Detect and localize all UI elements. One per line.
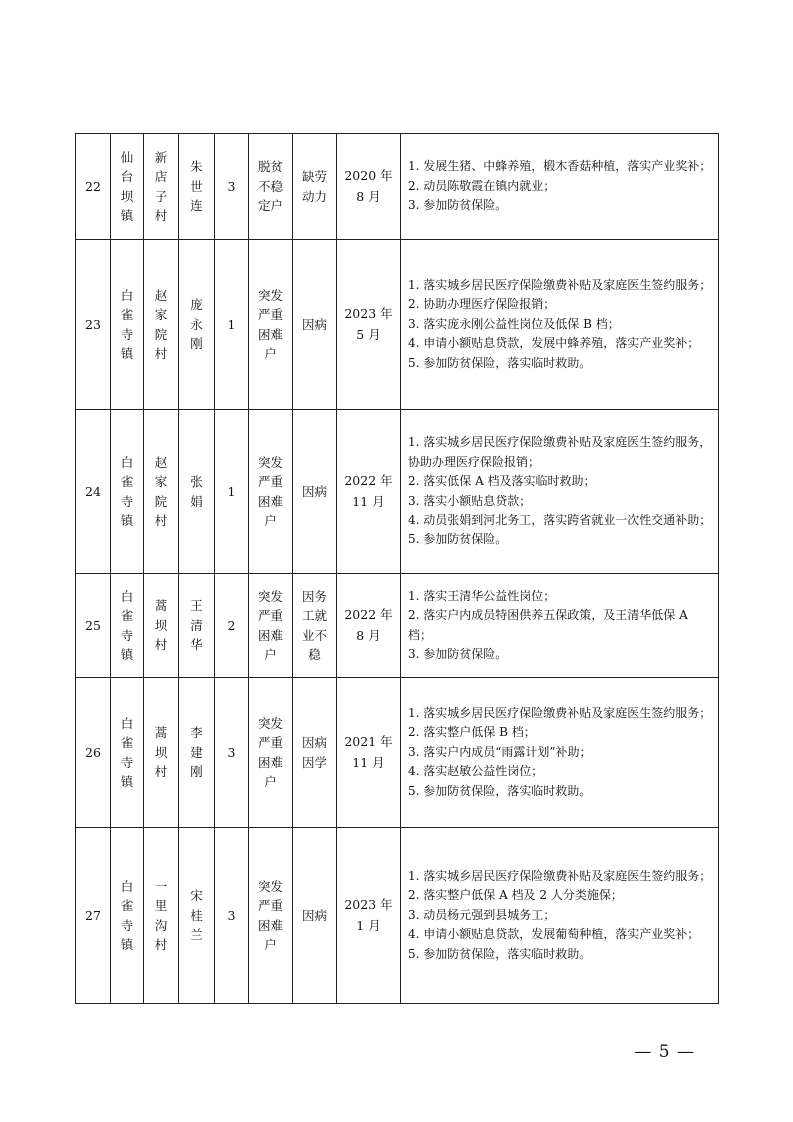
- cell-count: 1: [215, 240, 249, 410]
- measure-line: 1. 发展生猪、中蜂养殖，椴木香菇种植，落实产业奖补；: [408, 159, 712, 174]
- measure-line: 3. 落实小额贴息贷款；: [408, 493, 532, 508]
- cell-town: 仙台坝镇: [111, 134, 144, 240]
- cell-name: 张娟: [179, 410, 215, 574]
- measure-line: 3. 动员杨元强到县城务工；: [408, 907, 556, 922]
- table-row: [76, 240, 719, 410]
- measure-line: 3. 参加防贫保险。: [408, 198, 508, 213]
- measure-line: 5. 参加防贫保险，落实临时救助。: [408, 946, 592, 961]
- table-row: [76, 574, 719, 678]
- cell-village: 一里沟村: [144, 828, 179, 1004]
- cell-name: 李建刚: [179, 678, 215, 828]
- measure-line: 2. 协助办理医疗保险报销；: [408, 297, 556, 312]
- cell-name: 王清华: [179, 574, 215, 678]
- cell-no: 26: [76, 678, 111, 828]
- measure-line: 2. 落实低保 A 档及落实临时救助；: [408, 474, 596, 489]
- cell-date: 2021 年 11 月: [337, 678, 401, 828]
- cell-risk: 因病因学: [293, 678, 337, 828]
- cell-name: 朱世连: [179, 134, 215, 240]
- cell-risk: 缺劳动力: [293, 134, 337, 240]
- cell-town: 白雀寺镇: [111, 240, 144, 410]
- cell-type: 突发严重困难户: [249, 574, 293, 678]
- cell-no: 23: [76, 240, 111, 410]
- cell-town: 白雀寺镇: [111, 828, 144, 1004]
- measure-line: 5. 参加防贫保险。: [408, 532, 508, 547]
- cell-no: 24: [76, 410, 111, 574]
- cell-village: 赵家院村: [144, 410, 179, 574]
- cell-town: 白雀寺镇: [111, 410, 144, 574]
- cell-count: 3: [215, 134, 249, 240]
- measure-line: 1. 落实王清华公益性岗位；: [408, 588, 556, 603]
- cell-date: 2022 年 8 月: [337, 574, 401, 678]
- cell-measures: [401, 134, 719, 240]
- cell-type: 突发严重困难户: [249, 410, 293, 574]
- page-number: — 5 —: [634, 1042, 695, 1062]
- measure-line: 2. 落实整户低保 A 档及 2 人分类施保；: [408, 888, 623, 903]
- cell-date: 2023 年 1 月: [337, 828, 401, 1004]
- cell-village: 蒿坝村: [144, 574, 179, 678]
- cell-count: 3: [215, 678, 249, 828]
- cell-town: 白雀寺镇: [111, 678, 144, 828]
- cell-date: 2023 年 5 月: [337, 240, 401, 410]
- cell-risk: 因病: [293, 410, 337, 574]
- measure-line: 3. 参加防贫保险。: [408, 646, 508, 661]
- cell-measures: [401, 240, 719, 410]
- cell-name: 庞永刚: [179, 240, 215, 410]
- cell-village: 新店子村: [144, 134, 179, 240]
- cell-name: 宋桂兰: [179, 828, 215, 1004]
- table-row: [76, 678, 719, 828]
- cell-risk: 因病: [293, 828, 337, 1004]
- measure-line: 1. 落实城乡居民医疗保险缴费补贴及家庭医生签约服务；: [408, 868, 712, 883]
- cell-measures: [401, 410, 719, 574]
- measure-line: 5. 参加防贫保险，落实临时救助。: [408, 355, 592, 370]
- measure-line: 5. 参加防贫保险，落实临时救助。: [408, 783, 592, 798]
- measure-line: 3. 落实庞永刚公益性岗位及低保 B 档；: [408, 316, 620, 331]
- measure-line: 2. 动员陈敬霞在镇内就业；: [408, 178, 556, 193]
- cell-count: 1: [215, 410, 249, 574]
- cell-risk: 因病: [293, 240, 337, 410]
- cell-date: 2022 年 11 月: [337, 410, 401, 574]
- cell-count: 2: [215, 574, 249, 678]
- measure-line: 2. 落实户内成员特困供养五保政策，及王清华低保 A 档；: [408, 608, 688, 642]
- cell-type: 突发严重困难户: [249, 678, 293, 828]
- measure-line: 4. 动员张娟到河北务工，落实跨省就业一次性交通补助；: [408, 512, 712, 527]
- cell-type: 突发严重困难户: [249, 828, 293, 1004]
- table-row: [76, 134, 719, 240]
- table-row: [76, 828, 719, 1004]
- cell-type: 突发严重困难户: [249, 240, 293, 410]
- cell-village: 蒿坝村: [144, 678, 179, 828]
- cell-village: 赵家院村: [144, 240, 179, 410]
- measure-line: 4. 申请小额贴息贷款，发展中蜂养殖，落实产业奖补；: [408, 336, 700, 351]
- measure-line: 4. 落实赵敏公益性岗位；: [408, 764, 544, 779]
- table-row: [76, 410, 719, 574]
- cell-no: 22: [76, 134, 111, 240]
- cell-count: 3: [215, 828, 249, 1004]
- cell-measures: [401, 574, 719, 678]
- cell-risk: 因务工就业不稳: [293, 574, 337, 678]
- assistance-table: [75, 133, 719, 1004]
- measure-line: 2. 落实整户低保 B 档；: [408, 725, 536, 740]
- cell-no: 25: [76, 574, 111, 678]
- cell-town: 白雀寺镇: [111, 574, 144, 678]
- measure-line: 3. 落实户内成员“雨露计划”补助；: [408, 744, 592, 759]
- measure-line: 4. 申请小额贴息贷款，发展葡萄种植，落实产业奖补；: [408, 927, 700, 942]
- cell-no: 27: [76, 828, 111, 1004]
- measure-line: 1. 落实城乡居民医疗保险缴费补贴及家庭医生签约服务；: [408, 705, 712, 720]
- cell-date: 2020 年 8 月: [337, 134, 401, 240]
- cell-measures: [401, 828, 719, 1004]
- cell-measures: [401, 678, 719, 828]
- cell-type: 脱贫不稳定户: [249, 134, 293, 240]
- measure-line: 1. 落实城乡居民医疗保险缴费补贴及家庭医生签约服务，协助办理医疗保险报销；: [408, 435, 712, 469]
- measure-line: 1. 落实城乡居民医疗保险缴费补贴及家庭医生签约服务；: [408, 277, 712, 292]
